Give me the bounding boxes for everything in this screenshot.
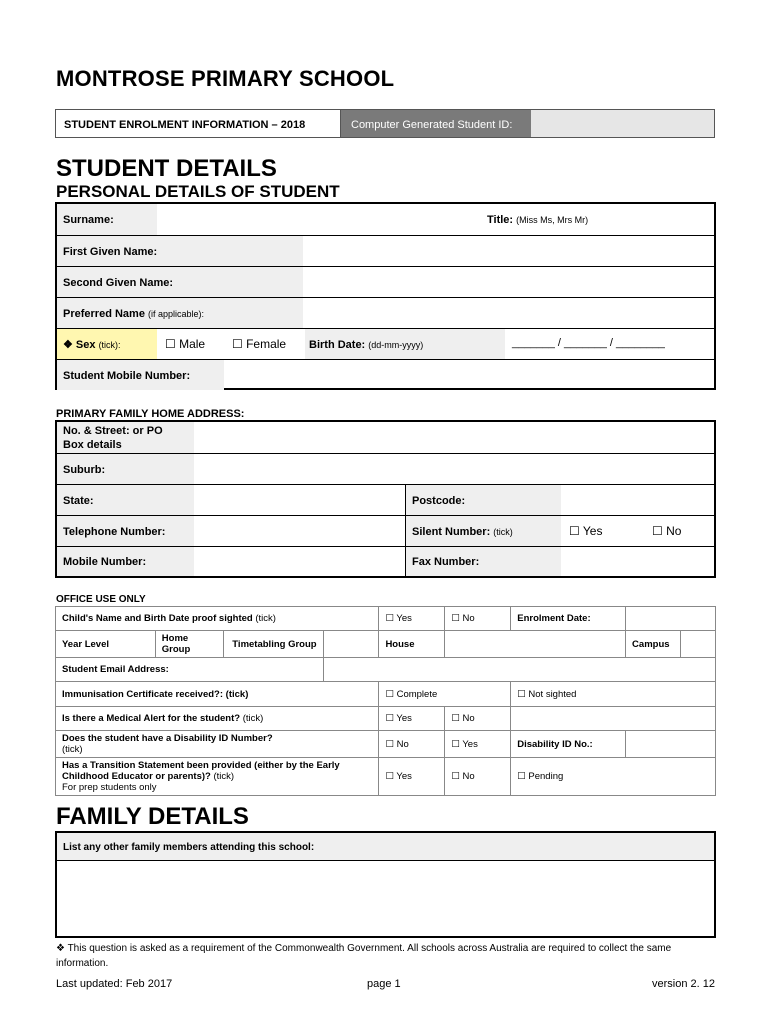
house-field[interactable]: [445, 631, 626, 658]
family-members-label: List any other family members attending this school:: [57, 833, 714, 861]
student-details-heading: STUDENT DETAILS: [56, 155, 277, 182]
transition-label: Has a Transition Statement been provided (either by the Early Childhood Educator or parents)? (tick) For prep students only: [56, 758, 379, 796]
family-members-box: [55, 831, 716, 938]
student-mobile-row: [57, 360, 714, 390]
immunisation-not-sighted-checkbox[interactable]: ☐ Not sighted: [511, 682, 716, 707]
silent-yes-checkbox[interactable]: ☐ Yes: [569, 524, 603, 538]
street-row: [57, 422, 714, 454]
school-name: MONTROSE PRIMARY SCHOOL: [56, 66, 395, 91]
mobile-row: [57, 547, 714, 576]
sex-birth-row: [57, 329, 714, 360]
home-address-heading: PRIMARY FAMILY HOME ADDRESS:: [56, 408, 245, 420]
immunisation-complete-checkbox[interactable]: ☐ Complete: [379, 682, 511, 707]
campus-field[interactable]: [681, 631, 716, 658]
medical-blank: [511, 707, 716, 731]
student-email-label: Student Email Address:: [56, 658, 324, 682]
year-level-label: Year Level: [56, 631, 156, 658]
surname-row: [57, 204, 714, 236]
female-checkbox[interactable]: ☐ Female: [232, 337, 287, 351]
mobile-label: Mobile Number:: [63, 556, 147, 568]
commonwealth-note: ❖ This question is asked as a requirement of the Commonwealth Government. All schools across Australia are required to collect the same information.: [56, 943, 672, 969]
postcode-label: Postcode:: [412, 495, 466, 507]
transition-pending-checkbox[interactable]: ☐ Pending: [511, 758, 716, 796]
preferred-name-label: Preferred Name (if applicable):: [63, 308, 205, 320]
disability-id-label: Disability ID No.:: [511, 731, 626, 758]
street-label: No. & Street: or PO: [63, 425, 163, 437]
personal-details-heading: PERSONAL DETAILS OF STUDENT: [56, 182, 340, 201]
timetabling-group-label: Timetabling Group: [223, 631, 323, 658]
state-row: [57, 485, 714, 516]
telephone-row: [57, 516, 714, 547]
personal-details-box: [55, 202, 716, 390]
birth-date-field[interactable]: _______ / _______ / ________: [512, 337, 665, 349]
house-label: House: [379, 631, 445, 658]
preferred-name-row: [57, 298, 714, 329]
home-address-box: [55, 420, 716, 578]
suburb-label: Suburb:: [63, 464, 106, 476]
medical-no-checkbox[interactable]: ☐ No: [445, 707, 511, 731]
office-use-table: [55, 606, 716, 796]
sex-label: ❖ Sex (tick):: [63, 339, 121, 351]
enrolment-date-label: Enrolment Date:: [511, 607, 626, 631]
fax-label: Fax Number:: [412, 556, 480, 568]
transition-yes-checkbox[interactable]: ☐ Yes: [379, 758, 445, 796]
birth-date-label: Birth Date: (dd-mm-yyyy): [309, 339, 424, 351]
telephone-label: Telephone Number:: [63, 526, 166, 538]
proof-yes-checkbox[interactable]: ☐ Yes: [379, 607, 445, 631]
immunisation-label: Immunisation Certificate received?: (tick): [56, 682, 379, 707]
campus-label: Campus: [626, 631, 681, 658]
family-members-field[interactable]: [57, 861, 714, 936]
disability-label: Does the student have a Disability ID Number? (tick): [56, 731, 379, 758]
family-details-heading: FAMILY DETAILS: [56, 803, 249, 830]
proof-no-checkbox[interactable]: ☐ No: [445, 607, 511, 631]
first-name-label: First Given Name:: [63, 246, 158, 258]
student-mobile-label: Student Mobile Number:: [63, 370, 191, 382]
disability-id-field[interactable]: [626, 731, 716, 758]
computer-id-field[interactable]: [531, 110, 714, 137]
computer-id-label: Computer Generated Student ID:: [341, 110, 531, 137]
disability-yes-checkbox[interactable]: ☐ Yes: [445, 731, 511, 758]
office-use-heading: OFFICE USE ONLY: [56, 594, 146, 605]
enrolment-label: STUDENT ENROLMENT INFORMATION – 2018: [56, 110, 341, 137]
male-checkbox[interactable]: ☐ Male: [165, 337, 206, 351]
title-label: Title: (Miss Ms, Mrs Mr): [487, 214, 589, 226]
home-group-label: Home Group: [155, 631, 223, 658]
student-email-field[interactable]: [323, 658, 715, 682]
timetabling-field[interactable]: [323, 631, 379, 658]
first-name-row: [57, 236, 714, 267]
medical-alert-label: Is there a Medical Alert for the student? (tick): [56, 707, 379, 731]
disability-no-checkbox[interactable]: ☐ No: [379, 731, 445, 758]
medical-yes-checkbox[interactable]: ☐ Yes: [379, 707, 445, 731]
second-name-row: [57, 267, 714, 298]
page-number: page 1: [367, 978, 401, 990]
transition-no-checkbox[interactable]: ☐ No: [445, 758, 511, 796]
version: version 2. 12: [652, 978, 715, 990]
second-name-label: Second Given Name:: [63, 277, 174, 289]
suburb-row: [57, 454, 714, 485]
silent-no-checkbox[interactable]: ☐ No: [652, 524, 682, 538]
state-label: State:: [63, 495, 94, 507]
proof-sighted-label: Child's Name and Birth Date proof sighted (tick): [56, 607, 379, 631]
enrolment-date-field[interactable]: [626, 607, 716, 631]
silent-number-label: Silent Number: (tick): [412, 526, 513, 538]
street-label-2: Box details: [63, 439, 122, 451]
enrolment-header-bar: [55, 109, 715, 138]
surname-label: Surname:: [63, 214, 114, 226]
last-updated: Last updated: Feb 2017: [56, 978, 173, 990]
